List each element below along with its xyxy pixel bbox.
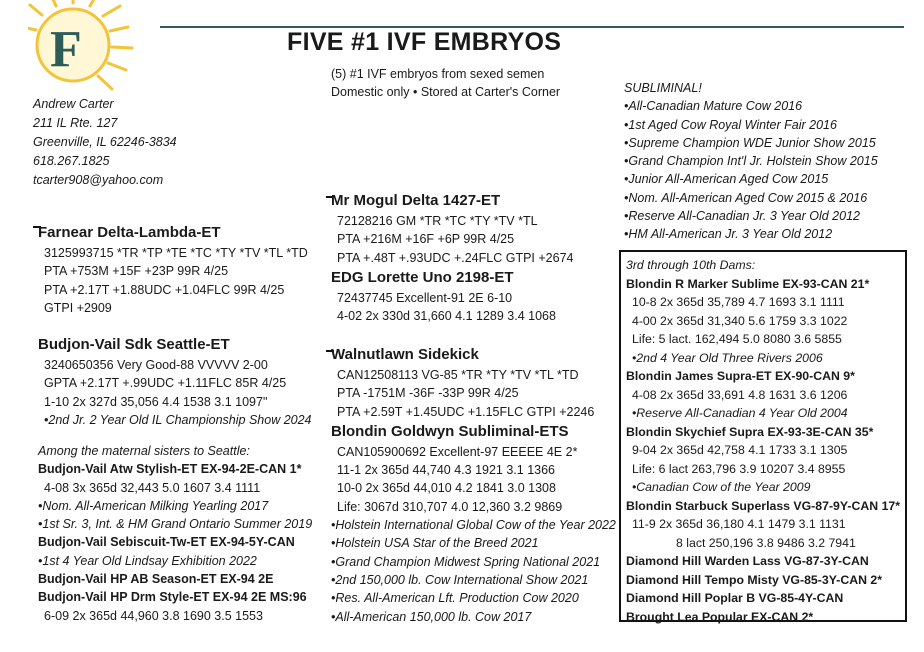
seattle-section bbox=[38, 334, 312, 429]
subliminal-honor: •Holstein USA Star of the Breed 2021 bbox=[331, 536, 539, 551]
maternal-line: 6-09 2x 365d 44,960 3.8 1690 3.5 1553 bbox=[44, 608, 263, 623]
dams-heading: 3rd through 10th Dams: bbox=[626, 258, 756, 272]
dam-line: 9-04 2x 365d 42,758 4.1 1733 3.1 1305 bbox=[632, 443, 848, 457]
seattle-line: 3240650356 Very Good-88 VVVVV 2-00 bbox=[44, 358, 268, 372]
mogul-line: PTA +216M +16F +6P 99R 4/25 bbox=[337, 232, 515, 247]
contact-block bbox=[33, 95, 177, 190]
dam-line: Diamond Hill Poplar B VG-85-4Y-CAN bbox=[626, 591, 844, 605]
maternal-line: Budjon-Vail HP AB Season-ET EX-94 2E bbox=[38, 572, 274, 587]
sidekick-line: PTA +2.59T +1.45UDC +1.15FLC GTPI +2246 bbox=[337, 404, 595, 419]
farnear-line: 3125993715 *TR *TP *TE *TC *TY *TV *TL *TD bbox=[44, 246, 308, 260]
dam-line: Blondin Skychief Supra EX-93-3E-CAN 35* bbox=[626, 424, 874, 439]
maternal-line: •1st 4 Year Old Lindsay Exhibition 2022 bbox=[38, 553, 257, 568]
mogul-name: Mr Mogul Delta 1427-ET bbox=[331, 192, 501, 209]
sidekick-line: PTA -1751M -36F -33P 99R 4/25 bbox=[337, 386, 519, 401]
subliminal-honor: •All-American 150,000 lb. Cow 2017 bbox=[331, 609, 532, 624]
subtitle-line-2: Domestic only • Stored at Carter's Corner bbox=[331, 85, 561, 99]
sidekick-line: CAN12508113 VG-85 *TR *TY *TV *TL *TD bbox=[337, 368, 579, 382]
dams-list bbox=[626, 256, 900, 626]
honor-item: •Supreme Champion WDE Junior Show 2015 bbox=[624, 135, 876, 150]
maternal-line: Budjon-Vail Sebiscuit-Tw-ET EX-94-5Y-CAN bbox=[38, 535, 295, 550]
maternal-line: 4-08 3x 365d 32,443 5.0 1607 3.4 1111 bbox=[44, 480, 261, 495]
seattle-honor: •2nd Jr. 2 Year Old IL Championship Show 2024 bbox=[44, 412, 312, 427]
subliminal-honors bbox=[624, 79, 878, 244]
dam-line: Life: 6 lact 263,796 3.9 10207 3.4 8955 bbox=[632, 461, 846, 476]
farnear-line: PTA +753M +15F +23P 99R 4/25 bbox=[44, 264, 229, 279]
dam-line: Diamond Hill Warden Lass VG-87-3Y-CAN bbox=[626, 554, 869, 568]
seattle-line: 1-10 2x 327d 35,056 4.4 1538 3.1 1097" bbox=[44, 394, 268, 409]
honor-item: •1st Aged Cow Royal Winter Fair 2016 bbox=[624, 117, 837, 132]
subliminal-line: CAN105900692 Excellent-97 EEEEE 4E 2* bbox=[337, 444, 578, 459]
subliminal-honors-heading: SUBLIMINAL! bbox=[624, 81, 702, 95]
mogul-line: PTA +.48T +.93UDC +.24FLC GTPI +2674 bbox=[337, 250, 574, 265]
farnear-section bbox=[38, 222, 308, 317]
maternal-line: Budjon-Vail HP Drm Style-ET EX-94 2E MS:96 bbox=[38, 590, 307, 605]
subtitle-line-1: (5) #1 IVF embryos from sexed semen bbox=[331, 67, 545, 81]
maternal-line: •1st Sr. 3, Int. & HM Grand Ontario Summer 2019 bbox=[38, 517, 313, 532]
dam-line: Life: 5 lact. 162,494 5.0 8080 3.6 5855 bbox=[632, 332, 842, 346]
subliminal-honor: •Holstein International Global Cow of the Year 2022 bbox=[331, 518, 616, 533]
dam-line: •Reserve All-Canadian 4 Year Old 2004 bbox=[632, 406, 848, 420]
mogul-line: 72128216 GM *TR *TC *TY *TV *TL bbox=[337, 214, 538, 228]
dam-line: 8 lact 250,196 3.8 9486 3.2 7941 bbox=[676, 535, 856, 550]
lorette-name: EDG Lorette Uno 2198-ET bbox=[331, 268, 514, 286]
seattle-name: Budjon-Vail Sdk Seattle-ET bbox=[38, 336, 230, 353]
farnear-line: PTA +2.17T +1.88UDC +1.04FLC 99R 4/25 bbox=[44, 282, 285, 297]
subliminal-honor: •Grand Champion Midwest Spring National 2021 bbox=[331, 554, 601, 569]
sidekick-section bbox=[331, 344, 616, 626]
seattle-line: GPTA +2.17T +.99UDC +1.11FLC 85R 4/25 bbox=[44, 376, 287, 391]
honor-item: •All-Canadian Mature Cow 2016 bbox=[624, 99, 803, 114]
honor-item: •Nom. All-American Aged Cow 2015 & 2016 bbox=[624, 190, 868, 205]
farnear-name: Farnear Delta-Lambda-ET bbox=[38, 224, 221, 241]
subliminal-honor: •Res. All-American Lft. Production Cow 2020 bbox=[331, 591, 579, 606]
dam-line: 4-08 2x 365d 33,691 4.8 1631 3.6 1206 bbox=[632, 387, 848, 402]
honor-item: •Junior All-American Aged Cow 2015 bbox=[624, 172, 829, 187]
page-title: FIVE #1 IVF EMBRYOS bbox=[287, 28, 562, 56]
subliminal-line: 10-0 2x 365d 44,010 4.2 1841 3.0 1308 bbox=[337, 481, 556, 496]
subliminal-line: 11-1 2x 365d 44,740 4.3 1921 3.1 1366 bbox=[337, 463, 556, 478]
dam-line: •Canadian Cow of the Year 2009 bbox=[632, 480, 811, 494]
subliminal-honor: •2nd 150,000 lb. Cow International Show 2021 bbox=[331, 572, 589, 587]
subliminal-line: Life: 3067d 310,707 4.0 12,360 3.2 9869 bbox=[337, 499, 563, 514]
dam-line: 11-9 2x 365d 36,180 4.1 1479 3.1 1131 bbox=[632, 517, 846, 531]
lorette-line: 4-02 2x 330d 31,660 4.1 1289 3.4 1068 bbox=[337, 309, 556, 324]
lorette-line: 72437745 Excellent-91 2E 6-10 bbox=[337, 290, 513, 305]
contact-name: Andrew Carter bbox=[33, 97, 114, 111]
contact-street: 211 IL Rte. 127 bbox=[33, 116, 118, 130]
logo bbox=[28, 0, 163, 95]
dam-line: Blondin Starbuck Superlass VG-87-9Y-CAN 17* bbox=[626, 498, 901, 513]
dam-line: 4-00 2x 365d 31,340 5.6 1759 3.3 1022 bbox=[632, 313, 848, 328]
dam-line: 10-8 2x 365d 35,789 4.7 1693 3.1 1111 bbox=[632, 295, 845, 309]
dam-line: Brought Lea Popular EX-CAN 2* bbox=[626, 609, 814, 624]
maternal-line: Budjon-Vail Atw Stylish-ET EX-94-2E-CAN 1* bbox=[38, 462, 302, 477]
dam-line: •2nd 4 Year Old Three Rivers 2006 bbox=[632, 350, 823, 365]
sun-logo-icon bbox=[28, 0, 163, 95]
dam-line: Blondin R Marker Sublime EX-93-CAN 21* bbox=[626, 276, 870, 291]
contact-email: tcarter908@yahoo.com bbox=[33, 173, 164, 187]
mogul-section bbox=[331, 190, 573, 325]
dam-line: Blondin James Supra-ET EX-90-CAN 9* bbox=[626, 369, 855, 383]
subliminal-cow-name: Blondin Goldwyn Subliminal-ETS bbox=[331, 422, 569, 440]
maternal-heading: Among the maternal sisters to Seattle: bbox=[38, 444, 250, 458]
logo-letter: F bbox=[50, 21, 82, 78]
dam-line: Diamond Hill Tempo Misty VG-85-3Y-CAN 2* bbox=[626, 572, 883, 587]
maternal-sisters-section bbox=[38, 442, 312, 625]
honor-item: •HM All-American Jr. 3 Year Old 2012 bbox=[624, 227, 833, 242]
honor-item: •Reserve All-Canadian Jr. 3 Year Old 2012 bbox=[624, 209, 860, 224]
contact-phone: 618.267.1825 bbox=[33, 154, 110, 168]
maternal-line: •Nom. All-American Milking Yearling 2017 bbox=[38, 498, 269, 513]
farnear-line: GTPI +2909 bbox=[44, 300, 112, 315]
contact-city: Greenville, IL 62246-3834 bbox=[33, 135, 177, 149]
honor-item: •Grand Champion Int'l Jr. Holstein Show 2015 bbox=[624, 154, 878, 169]
sidekick-name: Walnutlawn Sidekick bbox=[331, 346, 479, 363]
